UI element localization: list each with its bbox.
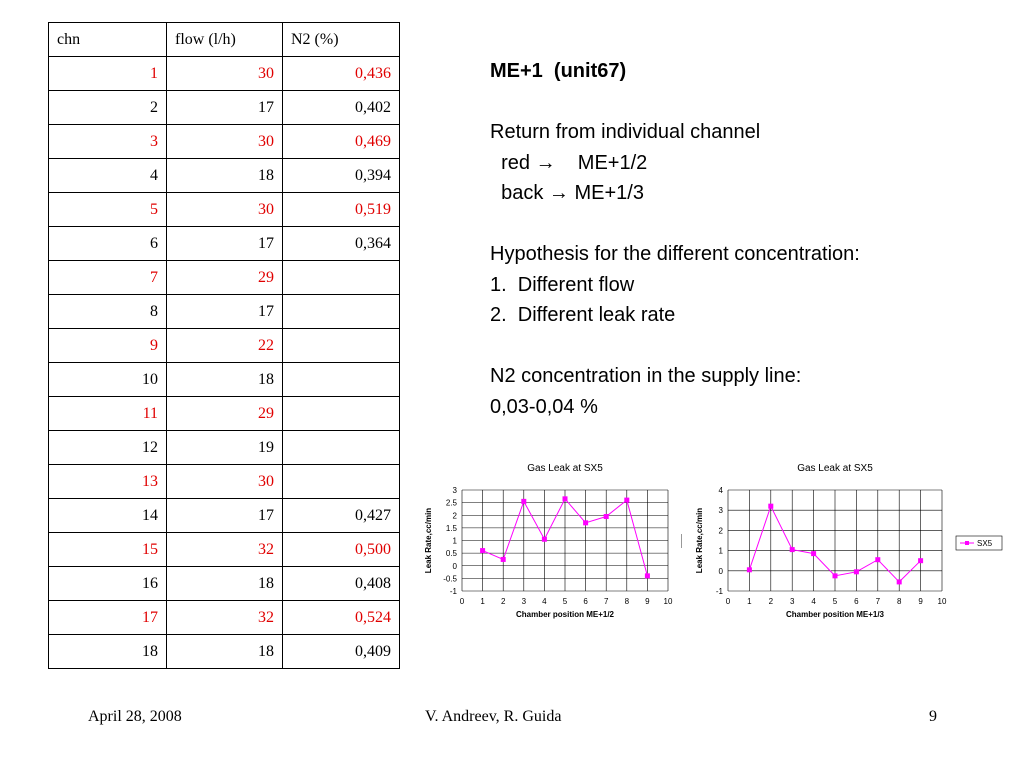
cell-chn: 9	[49, 329, 167, 363]
data-point	[521, 499, 526, 504]
x-tick-label: 10	[937, 597, 947, 606]
cell-chn: 10	[49, 363, 167, 397]
data-point	[563, 496, 568, 501]
cell-flow: 18	[167, 635, 283, 669]
hypothesis-heading: Hypothesis for the different concentration:	[490, 243, 860, 265]
table-row	[49, 159, 400, 193]
y-axis-label: Leak Rate,cc/min	[424, 507, 433, 574]
y-axis-label: Leak Rate,cc/min	[695, 507, 704, 574]
red-line: red → ME+1/2	[490, 151, 648, 174]
cell-chn: 5	[49, 193, 167, 227]
data-point	[918, 558, 923, 563]
y-tick-label: 1	[452, 536, 457, 546]
cell-flow: 29	[167, 261, 283, 295]
table-row	[49, 635, 400, 669]
supply-heading: N2 concentration in the supply line:	[490, 365, 802, 387]
cell-n2: 0,524	[283, 601, 400, 635]
y-tick-label: 0.5	[445, 549, 457, 559]
x-tick-label: 4	[542, 597, 547, 606]
cell-chn: 11	[49, 397, 167, 431]
cell-flow: 19	[167, 431, 283, 465]
data-point	[854, 569, 859, 574]
x-tick-label: 2	[500, 597, 506, 606]
notes-panel	[490, 56, 860, 422]
data-point	[604, 514, 609, 519]
cell-n2	[283, 363, 400, 397]
cell-flow: 17	[167, 499, 283, 533]
cell-flow: 18	[167, 567, 283, 601]
channel-table	[48, 22, 400, 669]
cell-n2	[283, 295, 400, 329]
y-tick-label: 0	[718, 566, 723, 576]
table-row	[49, 91, 400, 125]
hypothesis-item-2: 2. Different leak rate	[490, 304, 676, 326]
x-tick-label: 3	[789, 597, 795, 606]
cell-chn: 15	[49, 533, 167, 567]
table-row	[49, 431, 400, 465]
cell-n2	[283, 329, 400, 363]
cell-n2: 0,394	[283, 159, 400, 193]
table-body	[49, 57, 400, 669]
x-tick-label: 9	[645, 597, 650, 606]
x-tick-label: 3	[521, 597, 527, 606]
data-point	[833, 573, 838, 578]
table-row	[49, 295, 400, 329]
cell-n2: 0,500	[283, 533, 400, 567]
cell-flow: 30	[167, 465, 283, 499]
cell-chn: 16	[49, 567, 167, 601]
x-tick-label: 5	[562, 597, 568, 606]
x-tick-label: 7	[875, 597, 881, 606]
data-point	[480, 548, 485, 553]
y-tick-label: 2.5	[445, 498, 457, 508]
table-row	[49, 227, 400, 261]
table-row	[49, 363, 400, 397]
notes-title: ME+1 (unit67)	[490, 60, 627, 82]
table-row	[49, 125, 400, 159]
y-tick-label: 3	[718, 506, 723, 516]
cell-n2	[283, 465, 400, 499]
x-tick-label: 6	[854, 597, 859, 606]
x-tick-label: 10	[663, 597, 673, 606]
data-point	[583, 520, 588, 525]
y-tick-label: 2	[452, 511, 457, 521]
y-tick-label: 1.5	[445, 523, 457, 533]
cell-n2: 0,364	[283, 227, 400, 261]
cell-flow: 17	[167, 91, 283, 125]
column-header-n2: N2 (%)	[283, 23, 400, 57]
x-tick-label: 1	[480, 597, 485, 606]
cell-chn: 1	[49, 57, 167, 91]
y-tick-label: -0.5	[443, 574, 457, 584]
cell-n2: 0,469	[283, 125, 400, 159]
cell-flow: 18	[167, 363, 283, 397]
cell-chn: 18	[49, 635, 167, 669]
y-tick-label: -1	[449, 587, 457, 596]
x-tick-label: 8	[624, 597, 630, 606]
cell-n2: 0,408	[283, 567, 400, 601]
cell-flow: 17	[167, 227, 283, 261]
column-header-chn: chn	[49, 23, 167, 57]
data-point	[897, 579, 902, 584]
cell-chn: 8	[49, 295, 167, 329]
x-tick-label: 5	[832, 597, 838, 606]
cell-flow: 30	[167, 125, 283, 159]
cell-chn: 17	[49, 601, 167, 635]
table-row	[49, 465, 400, 499]
cell-chn: 4	[49, 159, 167, 193]
data-point	[501, 557, 506, 562]
cell-chn: 12	[49, 431, 167, 465]
cell-n2: 0,409	[283, 635, 400, 669]
x-tick-label: 9	[918, 597, 923, 606]
footer-page-number: 9	[929, 708, 937, 725]
table-row	[49, 261, 400, 295]
cell-flow: 30	[167, 57, 283, 91]
table-row	[49, 193, 400, 227]
y-tick-label: 1	[718, 546, 723, 556]
data-point	[645, 573, 650, 578]
cell-flow: 18	[167, 159, 283, 193]
cell-flow: 17	[167, 295, 283, 329]
cell-chn: 14	[49, 499, 167, 533]
cell-chn: 3	[49, 125, 167, 159]
x-tick-label: 8	[896, 597, 902, 606]
x-tick-label: 0	[459, 597, 465, 606]
cell-chn: 2	[49, 91, 167, 125]
cell-chn: 13	[49, 465, 167, 499]
x-tick-label: 1	[747, 597, 752, 606]
x-tick-label: 6	[583, 597, 588, 606]
back-line: back → ME+1/3	[490, 182, 644, 204]
cell-flow: 32	[167, 601, 283, 635]
cell-chn: 7	[49, 261, 167, 295]
x-tick-label: 7	[603, 597, 609, 606]
x-tick-label: 4	[811, 597, 816, 606]
hypothesis-item-1: 1. Different flow	[490, 273, 635, 296]
data-point	[768, 504, 773, 509]
x-tick-label: 2	[768, 597, 774, 606]
y-tick-label: 3	[452, 486, 457, 495]
cell-flow: 29	[167, 397, 283, 431]
chart-divider	[681, 534, 682, 548]
chart-title: Gas Leak at SX5	[527, 463, 603, 474]
footer-authors: V. Andreev, R. Guida	[425, 708, 562, 725]
table-row	[49, 499, 400, 533]
data-point	[624, 498, 629, 503]
table-header-row	[49, 23, 400, 57]
x-axis-label: Chamber position ME+1/2	[515, 610, 615, 619]
y-tick-label: -1	[715, 587, 723, 596]
cell-n2: 0,436	[283, 57, 400, 91]
cell-flow: 22	[167, 329, 283, 363]
table-row	[49, 533, 400, 567]
y-tick-label: 0	[452, 561, 457, 571]
supply-value: 0,03-0,04 %	[490, 395, 598, 418]
legend-marker	[965, 541, 969, 545]
cell-n2: 0,427	[283, 499, 400, 533]
cell-chn: 6	[49, 227, 167, 261]
cell-n2	[283, 261, 400, 295]
footer-date: April 28, 2008	[88, 708, 182, 725]
data-point	[875, 557, 880, 562]
cell-flow: 30	[167, 193, 283, 227]
cell-n2: 0,519	[283, 193, 400, 227]
y-tick-label: 4	[718, 486, 723, 495]
leak-chart-me12	[420, 455, 680, 633]
chart-title: Gas Leak at SX5	[797, 463, 873, 474]
cell-n2	[283, 397, 400, 431]
legend-label: SX5	[977, 539, 993, 548]
cell-n2	[283, 431, 400, 465]
table-row	[49, 567, 400, 601]
table-row	[49, 57, 400, 91]
cell-flow: 32	[167, 533, 283, 567]
data-point	[542, 537, 547, 542]
table-row	[49, 397, 400, 431]
return-heading: Return from individual channel	[490, 121, 761, 143]
column-header-flow: flow (l/h)	[167, 23, 283, 57]
table-row	[49, 601, 400, 635]
table-row	[49, 329, 400, 363]
y-tick-label: 2	[718, 526, 723, 536]
data-point	[811, 551, 816, 556]
data-point	[747, 567, 752, 572]
x-tick-label: 0	[725, 597, 731, 606]
data-point	[790, 547, 795, 552]
x-axis-label: Chamber position ME+1/3	[785, 610, 885, 619]
cell-n2: 0,402	[283, 91, 400, 125]
leak-chart-me13	[692, 455, 1022, 633]
